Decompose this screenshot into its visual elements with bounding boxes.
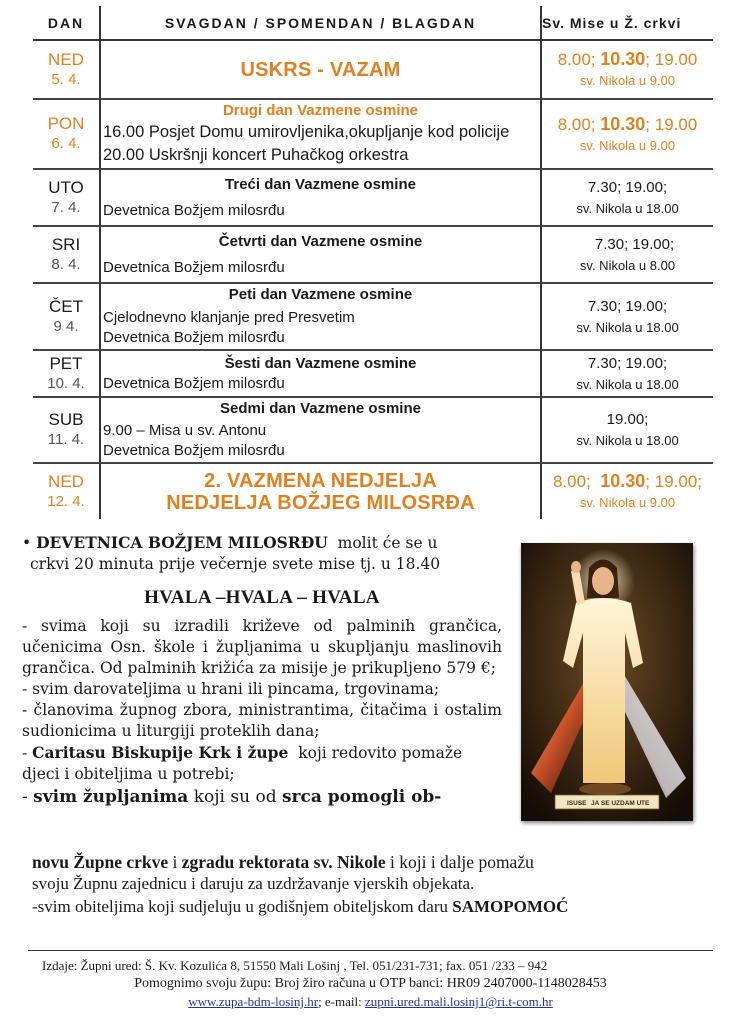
- day-cell: [33, 350, 100, 397]
- thanks-bold: Caritasu Biskupije Krk i župe: [32, 743, 289, 762]
- thanks-bold: svim župljanima: [33, 787, 189, 807]
- day-cell: [33, 226, 100, 283]
- footer-address: Izdaje: Župni ured: Š. Kv. Kozulića 8, 51550 Mali Lošinj , Tel. 051/231-731; fax. 051 /233 – 942: [42, 958, 548, 973]
- feast-subtitle: NEDJELJA BOŽJEG MILOSRĐA: [166, 491, 475, 514]
- day-date: 12. 4.: [47, 492, 85, 510]
- thanks-bold: novu Župne crkve: [32, 852, 169, 872]
- thanks-text: -svim obiteljima koji sudjeluju u godišnjem obiteljskom daru: [32, 897, 453, 916]
- thanks-text: i koji i dalje pomažu: [385, 852, 534, 872]
- table-row: [33, 283, 713, 350]
- mass-times: [542, 113, 713, 136]
- mass-time: 8.00;: [557, 50, 601, 69]
- devetnica-notice: [22, 532, 502, 554]
- event-cell: [100, 40, 541, 99]
- table-row: [33, 397, 713, 463]
- day-cell: [33, 99, 100, 169]
- day-name: UTO: [48, 177, 84, 197]
- thanks-item: - svima koji su izradili križeve od palminih grančica, učenicima Osn. škole i župljanima u skupljanju maslinovih grančica. Od palminih križića za misije je prikupljeno 579 €;: [22, 617, 502, 677]
- mass-time-main: 10.30: [600, 49, 646, 69]
- day-date: 8. 4.: [51, 255, 81, 273]
- devetnica-text: molit će se u: [327, 534, 438, 552]
- day-cell: [33, 397, 100, 463]
- thanks-item-cont: [32, 852, 732, 873]
- thanks-bold: zgradu rektorata sv. Nikole: [181, 852, 386, 872]
- day-cell: [33, 463, 100, 519]
- table-row: [33, 40, 713, 99]
- mass-time: ; 19.00: [645, 114, 698, 134]
- table-row: [33, 226, 713, 283]
- day-cell: [33, 40, 100, 99]
- day-cell: [33, 283, 100, 350]
- thanks-item-cont: svoju Župnu zajednicu i daruju za uzdržavanje vjerskih objekata.: [32, 874, 475, 893]
- mass-sub: sv. Nikola u 9.00: [579, 495, 676, 510]
- mass-sub: sv. Nikola u 18.00: [576, 433, 679, 448]
- mass-time: 8.00;: [557, 114, 601, 134]
- thanks-text: koji redovito pomaže djeci i obiteljima u potrebi;: [22, 744, 468, 783]
- thanks-text: koji su od: [188, 787, 282, 807]
- table-row: [33, 463, 713, 519]
- event-cell: [100, 283, 541, 350]
- mass-sub: sv. Nikola u 8.00: [579, 257, 676, 273]
- mass-sub: sv. Nikola u 18.00: [576, 319, 679, 335]
- email-link[interactable]: zupni.ured.mali.losinj1@ri.t-com.hr: [365, 994, 553, 1009]
- footer-contacts: [28, 993, 713, 1011]
- mass-times: 7.30; 19.00;: [587, 297, 668, 315]
- event-line: 9.00 – Misa u sv. Antonu: [103, 422, 267, 439]
- footer-bank-account: Pomognimo svoju župu: Broj žiro računa u OTP banci: HR09 2407000-1148028453: [134, 976, 607, 991]
- event-line: Devetnica Božjem milosrđu: [103, 374, 285, 392]
- thanks-item: - članovima župnog zbora, ministrantima, čitačima i ostalim sudionicima u liturgiji proteklih dana;: [22, 701, 502, 740]
- day-date: 5. 4.: [51, 70, 81, 88]
- table-header-row: [33, 6, 713, 40]
- mass-schedule-table: [33, 6, 713, 519]
- table-row: [33, 169, 713, 226]
- divine-mercy-image: [521, 543, 693, 821]
- mass-time: 8.00;: [552, 472, 601, 491]
- dash: -: [22, 787, 34, 807]
- event-title: Četvrti dan Vazmene osmine: [218, 232, 423, 250]
- mass-times: [542, 470, 713, 493]
- banner-right: TE: [641, 800, 650, 807]
- mass-cell: [541, 397, 713, 463]
- mass-times: 7.30; 19.00;: [594, 235, 675, 253]
- feast-title: 2. VAZMENA NEDJELJA: [204, 469, 437, 492]
- day-name: NED: [48, 471, 84, 491]
- bullet-icon: •: [22, 534, 32, 552]
- notices-section: [22, 532, 502, 808]
- event-cell: [100, 350, 541, 397]
- mass-cell: [541, 226, 713, 283]
- event-line: 16.00 Posjet Domu umirovljenika,okupljanje kod policije: [103, 123, 510, 141]
- thanks-item: [22, 742, 502, 785]
- day-date: 6. 4.: [51, 135, 81, 152]
- day-name: PET: [49, 353, 83, 373]
- event-line: Devetnica Božjem milosrđu: [103, 442, 285, 459]
- footer: [28, 957, 713, 1011]
- header-day: DAN: [33, 6, 100, 40]
- day-date: 9 4.: [53, 317, 79, 335]
- mass-sub: sv. Nikola u 9.00: [579, 73, 676, 88]
- contact-separator: ; e-mail:: [318, 994, 365, 1009]
- mass-time: ; 19.00;: [645, 472, 703, 491]
- mass-cell: [541, 463, 713, 519]
- event-line: Devetnica Božjem milosrđu: [103, 329, 285, 346]
- day-date: 11. 4.: [47, 431, 85, 448]
- mass-cell: [541, 99, 713, 169]
- event-title: Sedmi dan Vazmene osmine: [220, 400, 421, 417]
- day-name: SUB: [48, 410, 84, 429]
- mass-times: [542, 48, 713, 71]
- mass-time-main: 10.30: [600, 471, 646, 491]
- thanks-item: - svim darovateljima u hrani ili pincama, trgovinama;: [22, 680, 440, 698]
- day-name: NED: [48, 49, 84, 69]
- banner-mid: JA SE UZDAM U: [591, 800, 642, 807]
- event-cell: [100, 99, 541, 169]
- banner-left: ISUSE: [567, 800, 587, 807]
- event-cell: [100, 226, 541, 283]
- website-link[interactable]: www.zupa-bdm-losinj.hr: [188, 994, 319, 1009]
- day-name: ČET: [49, 296, 83, 316]
- thanks-item: [32, 896, 732, 917]
- footer-divider: [28, 950, 713, 951]
- day-date: 10. 4.: [47, 374, 85, 392]
- mass-times: 7.30; 19.00;: [587, 178, 668, 196]
- day-name: SRI: [51, 234, 81, 254]
- day-name: PON: [47, 114, 85, 133]
- mass-time: ; 19.00: [645, 50, 698, 69]
- thanks-item: [22, 787, 502, 808]
- mass-sub: sv. Nikola u 18.00: [576, 376, 679, 392]
- event-title: Drugi dan Vazmene osmine: [222, 102, 419, 119]
- mass-cell: [541, 169, 713, 226]
- event-cell: [100, 397, 541, 463]
- thanks-bold: srca pomogli ob-: [281, 787, 442, 807]
- header-masses: Sv. Mise u Ž. crkvi: [541, 6, 713, 40]
- mass-cell: [541, 283, 713, 350]
- thanks-text: i: [168, 852, 182, 872]
- mass-cell: [541, 350, 713, 397]
- dash: -: [22, 744, 33, 762]
- event-line: 20.00 Uskršnji koncert Puhačkog orkestra: [103, 146, 409, 164]
- mass-times: 19.00;: [606, 411, 649, 428]
- event-cell: [100, 463, 541, 519]
- day-date: 7. 4.: [51, 198, 81, 216]
- event-title: Peti dan Vazmene osmine: [228, 286, 413, 303]
- event-line: Devetnica Božjem milosrđu: [103, 201, 285, 219]
- event-title: Treći dan Vazmene osmine: [225, 175, 416, 193]
- header-feast: SVAGDAN / SPOMENDAN / BLAGDAN: [100, 6, 541, 40]
- mass-sub: sv. Nikola u 18.00: [576, 200, 679, 216]
- feast-title: USKRS - VAZAM: [240, 58, 401, 81]
- devetnica-title: DEVETNICA BOŽJEM MILOSRĐU: [36, 533, 328, 552]
- thanks-heading: HVALA –HVALA – HVALA: [144, 587, 380, 608]
- notices-wide-block: [32, 852, 732, 917]
- day-cell: [33, 169, 100, 226]
- divine-mercy-illustration: [521, 543, 693, 821]
- mass-sub: sv. Nikola u 9.00: [579, 137, 676, 153]
- thanks-bold: SAMOPOMOĆ: [452, 897, 569, 916]
- mass-times: 7.30; 19.00;: [587, 354, 668, 372]
- mass-time-main: 10.30: [600, 113, 646, 134]
- table-row: [33, 99, 713, 169]
- event-line: Devetnica Božjem milosrđu: [103, 258, 285, 276]
- mass-cell: [541, 40, 713, 99]
- event-title: Šesti dan Vazmene osmine: [224, 354, 417, 372]
- event-line: Cjelodnevno klanjanje pred Presvetim: [103, 309, 355, 326]
- table-row: [33, 350, 713, 397]
- devetnica-text-2: crkvi 20 minuta prije večernje svete mise tj. u 18.40: [30, 555, 441, 573]
- event-cell: [100, 169, 541, 226]
